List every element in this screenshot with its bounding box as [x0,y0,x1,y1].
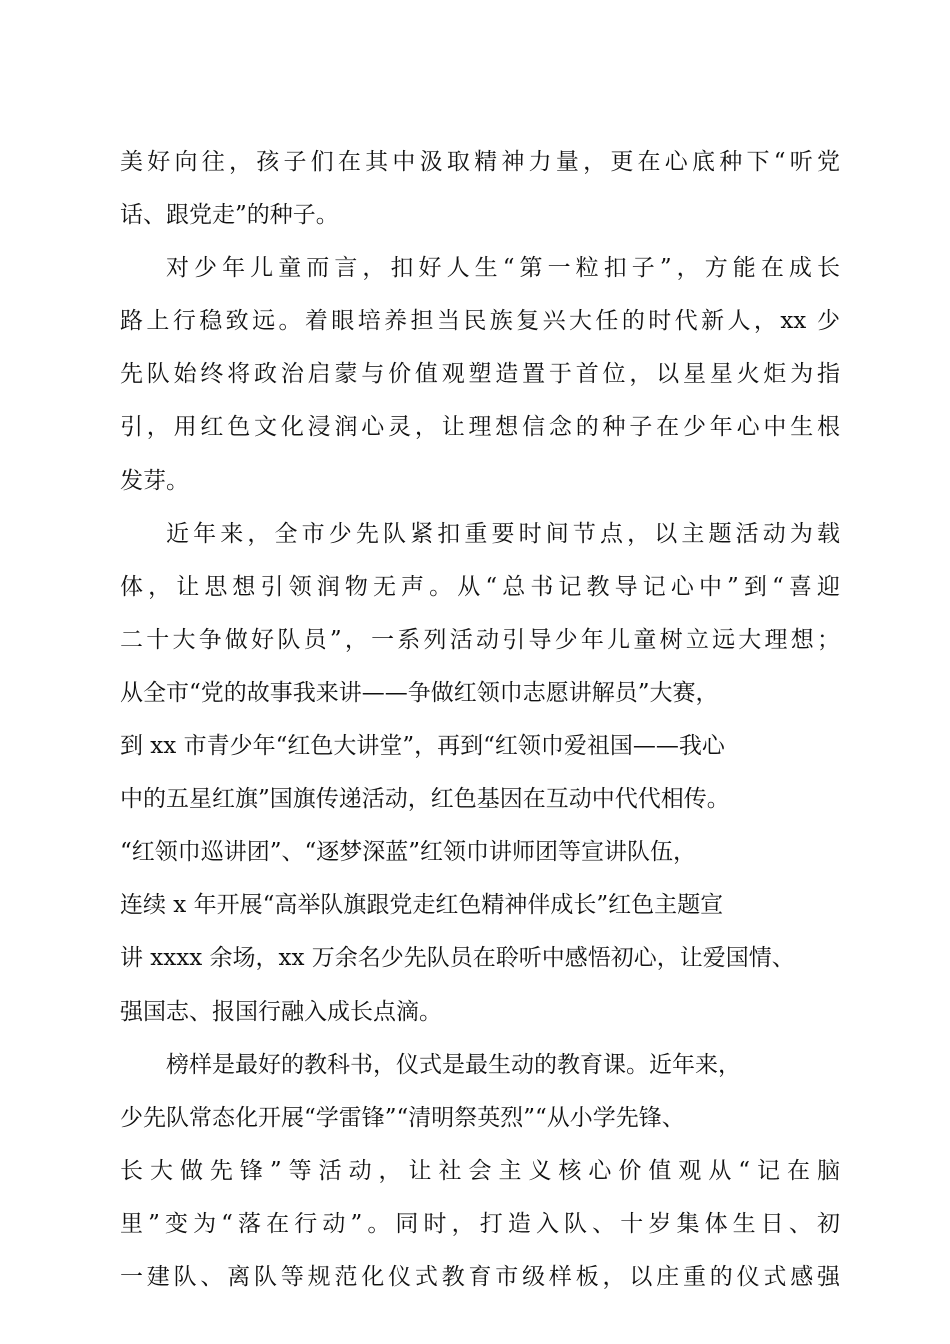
text-line: 美好向往，孩子们在其中汲取精神力量，更在心底种下“听党 [120,149,840,175]
text-line: “红领巾巡讲团”、“逐梦深蓝”红领巾讲师团等宣讲队伍， [120,839,697,866]
text-line: 长大做先锋”等活动，让社会主义核心价值观从“记在脑 [120,1157,840,1184]
text-line: 强国志、报国行融入成长点滴。 [120,998,442,1025]
text-line: 中的五星红旗”国旗传递活动，红色基因在互动中代代相传。 [120,786,730,813]
text-line: 路上行稳致远。着眼培养担当民族复兴大任的时代新人，xx 少 [120,308,840,335]
text-line: 里”变为“落在行动”。同时，打造入队、十岁集体生日、初 [120,1210,840,1237]
body-text [120,136,840,1304]
text-line: 先队始终将政治启蒙与价值观塑造置于首位，以星星火炬为指 [120,361,840,388]
text-line: 到 xx 市青少年“红色大讲堂”，再到“红领巾爱祖国——我心 [120,733,725,760]
text-line: 对少年儿童而言，扣好人生“第一粒扣子”，方能在成长 [166,255,840,282]
text-line: 二十大争做好队员”，一系列活动引导少年儿童树立远大理想； [120,626,840,653]
text-line: 连续 x 年开展“高举队旗跟党走红色精神伴成长”红色主题宣 [120,892,724,919]
text-line: 一建队、离队等规范化仪式教育市级样板，以庄重的仪式感强 [120,1263,840,1290]
text-line: 近年来，全市少先队紧扣重要时间节点，以主题活动为载 [166,520,840,547]
text-line: 讲 xxxx 余场，xx 万余名少先队员在聆听中感悟初心，让爱国情、 [120,945,795,972]
text-line: 话、跟党走”的种子。 [120,202,339,229]
text-line: 从全市“党的故事我来讲——争做红领巾志愿讲解员”大赛， [120,679,719,706]
text-line: 发芽。 [120,467,189,494]
text-line: 体，让思想引领润物无声。从“总书记教导记心中”到“喜迎 [120,573,840,600]
text-line: 引，用红色文化浸润心灵，让理想信念的种子在少年心中生根 [120,414,840,441]
text-line: 榜样是最好的教科书，仪式是最生动的教育课。近年来， [166,1051,741,1078]
text-line: 少先队常态化开展“学雷锋”“清明祭英烈”“从小学先锋、 [120,1104,685,1131]
